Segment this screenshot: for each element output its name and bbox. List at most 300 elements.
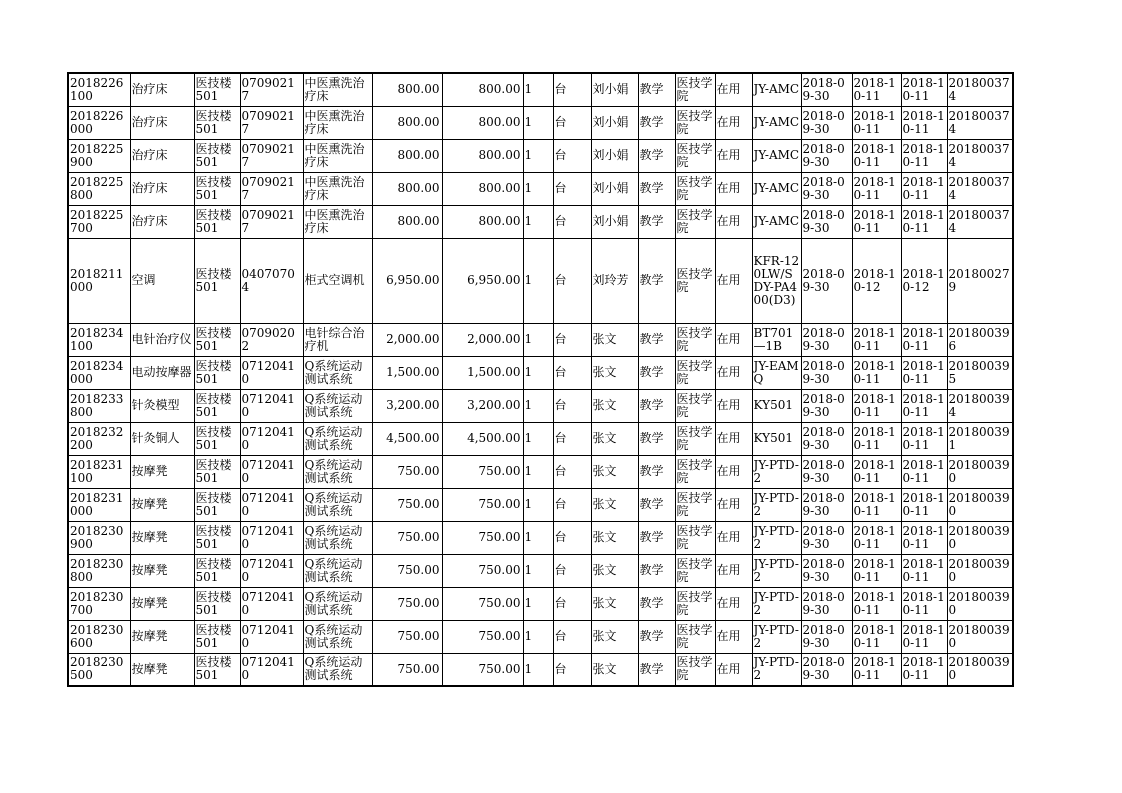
table-row: [68, 205, 1013, 238]
quantity-cell: 1: [523, 238, 553, 323]
status-cell: 在用: [715, 238, 752, 323]
purchase-date-cell: 2018-09-30: [801, 356, 852, 389]
model-cell: JY-AMC: [752, 205, 801, 238]
category-name-cell: Q系统运动测试系统: [303, 389, 372, 422]
table-row: [68, 653, 1013, 686]
location-cell: 医技楼501: [194, 587, 240, 620]
purchase-date-cell: 2018-09-30: [801, 455, 852, 488]
asset-name-cell: 按摩凳: [130, 653, 194, 686]
entry-date-cell: 2018-10-11: [852, 554, 901, 587]
purchase-date-cell: 2018-09-30: [801, 106, 852, 139]
quantity-cell: 1: [523, 205, 553, 238]
status-cell: 在用: [715, 106, 752, 139]
entry-date-cell: 2018-10-11: [852, 356, 901, 389]
department-cell: 医技学院: [675, 389, 715, 422]
document-number-cell: 201800279: [947, 238, 1013, 323]
unit-cell: 台: [553, 238, 591, 323]
model-cell: KY501: [752, 389, 801, 422]
usage-cell: 教学: [638, 205, 675, 238]
usage-cell: 教学: [638, 587, 675, 620]
asset-id-cell: 2018233800: [68, 389, 130, 422]
entry-date-cell: 2018-10-11: [852, 455, 901, 488]
table-row: [68, 620, 1013, 653]
location-cell: 医技楼501: [194, 488, 240, 521]
category-name-cell: 中医熏洗治疗床: [303, 172, 372, 205]
unit-cell: 台: [553, 356, 591, 389]
quantity-cell: 1: [523, 653, 553, 686]
model-cell: JY-PTD-2: [752, 455, 801, 488]
unit-price-cell: 4,500.00: [372, 422, 442, 455]
quantity-cell: 1: [523, 139, 553, 172]
custodian-cell: 刘玲芳: [591, 238, 638, 323]
status-cell: 在用: [715, 488, 752, 521]
document-number-cell: 201800396: [947, 323, 1013, 356]
total-price-cell: 2,000.00: [442, 323, 523, 356]
document-number-cell: 201800390: [947, 620, 1013, 653]
category-code-cell: 07120410: [240, 521, 303, 554]
record-date-cell: 2018-10-11: [901, 356, 947, 389]
purchase-date-cell: 2018-09-30: [801, 323, 852, 356]
department-cell: 医技学院: [675, 653, 715, 686]
category-name-cell: 中医熏洗治疗床: [303, 106, 372, 139]
unit-price-cell: 800.00: [372, 73, 442, 106]
quantity-cell: 1: [523, 106, 553, 139]
table-row: [68, 238, 1013, 323]
asset-name-cell: 按摩凳: [130, 587, 194, 620]
asset-name-cell: 针灸模型: [130, 389, 194, 422]
category-code-cell: 07120410: [240, 422, 303, 455]
usage-cell: 教学: [638, 73, 675, 106]
category-name-cell: Q系统运动测试系统: [303, 620, 372, 653]
location-cell: 医技楼501: [194, 172, 240, 205]
category-code-cell: 07120410: [240, 620, 303, 653]
location-cell: 医技楼501: [194, 521, 240, 554]
custodian-cell: 张文: [591, 620, 638, 653]
location-cell: 医技楼501: [194, 422, 240, 455]
category-name-cell: Q系统运动测试系统: [303, 488, 372, 521]
table-row: [68, 323, 1013, 356]
unit-cell: 台: [553, 455, 591, 488]
model-cell: JY-AMC: [752, 73, 801, 106]
total-price-cell: 750.00: [442, 653, 523, 686]
unit-cell: 台: [553, 521, 591, 554]
location-cell: 医技楼501: [194, 205, 240, 238]
document-number-cell: 201800374: [947, 172, 1013, 205]
table-row: [68, 554, 1013, 587]
model-cell: JY-EAMQ: [752, 356, 801, 389]
status-cell: 在用: [715, 73, 752, 106]
asset-name-cell: 电针治疗仪: [130, 323, 194, 356]
asset-id-cell: 2018225800: [68, 172, 130, 205]
record-date-cell: 2018-10-11: [901, 172, 947, 205]
entry-date-cell: 2018-10-11: [852, 389, 901, 422]
location-cell: 医技楼501: [194, 356, 240, 389]
asset-name-cell: 按摩凳: [130, 620, 194, 653]
asset-name-cell: 空调: [130, 238, 194, 323]
quantity-cell: 1: [523, 389, 553, 422]
usage-cell: 教学: [638, 139, 675, 172]
asset-id-cell: 2018230800: [68, 554, 130, 587]
purchase-date-cell: 2018-09-30: [801, 422, 852, 455]
unit-price-cell: 800.00: [372, 139, 442, 172]
category-name-cell: Q系统运动测试系统: [303, 653, 372, 686]
quantity-cell: 1: [523, 172, 553, 205]
document-number-cell: 201800390: [947, 554, 1013, 587]
document-number-cell: 201800394: [947, 389, 1013, 422]
department-cell: 医技学院: [675, 106, 715, 139]
usage-cell: 教学: [638, 356, 675, 389]
department-cell: 医技学院: [675, 356, 715, 389]
model-cell: KFR-120LW/SDY-PA400(D3): [752, 238, 801, 323]
asset-name-cell: 电动按摩器: [130, 356, 194, 389]
location-cell: 医技楼501: [194, 139, 240, 172]
department-cell: 医技学院: [675, 554, 715, 587]
record-date-cell: 2018-10-11: [901, 139, 947, 172]
status-cell: 在用: [715, 554, 752, 587]
purchase-date-cell: 2018-09-30: [801, 73, 852, 106]
unit-price-cell: 750.00: [372, 620, 442, 653]
usage-cell: 教学: [638, 554, 675, 587]
asset-name-cell: 按摩凳: [130, 455, 194, 488]
model-cell: JY-PTD-2: [752, 620, 801, 653]
total-price-cell: 800.00: [442, 205, 523, 238]
document-number-cell: 201800374: [947, 205, 1013, 238]
asset-id-cell: 2018226100: [68, 73, 130, 106]
category-code-cell: 07090217: [240, 172, 303, 205]
status-cell: 在用: [715, 455, 752, 488]
unit-cell: 台: [553, 620, 591, 653]
record-date-cell: 2018-10-11: [901, 106, 947, 139]
asset-id-cell: 2018230600: [68, 620, 130, 653]
total-price-cell: 750.00: [442, 521, 523, 554]
record-date-cell: 2018-10-11: [901, 554, 947, 587]
custodian-cell: 张文: [591, 356, 638, 389]
category-code-cell: 07120410: [240, 554, 303, 587]
table-row: [68, 172, 1013, 205]
entry-date-cell: 2018-10-11: [852, 205, 901, 238]
document-number-cell: 201800374: [947, 106, 1013, 139]
quantity-cell: 1: [523, 455, 553, 488]
entry-date-cell: 2018-10-11: [852, 587, 901, 620]
department-cell: 医技学院: [675, 587, 715, 620]
total-price-cell: 4,500.00: [442, 422, 523, 455]
quantity-cell: 1: [523, 554, 553, 587]
entry-date-cell: 2018-10-11: [852, 106, 901, 139]
table-row: [68, 139, 1013, 172]
status-cell: 在用: [715, 653, 752, 686]
department-cell: 医技学院: [675, 422, 715, 455]
usage-cell: 教学: [638, 488, 675, 521]
model-cell: JY-AMC: [752, 139, 801, 172]
department-cell: 医技学院: [675, 205, 715, 238]
location-cell: 医技楼501: [194, 323, 240, 356]
unit-price-cell: 1,500.00: [372, 356, 442, 389]
asset-id-cell: 2018230900: [68, 521, 130, 554]
category-code-cell: 07120410: [240, 653, 303, 686]
status-cell: 在用: [715, 422, 752, 455]
model-cell: JY-PTD-2: [752, 587, 801, 620]
custodian-cell: 张文: [591, 554, 638, 587]
category-name-cell: Q系统运动测试系统: [303, 554, 372, 587]
department-cell: 医技学院: [675, 139, 715, 172]
entry-date-cell: 2018-10-12: [852, 238, 901, 323]
unit-cell: 台: [553, 554, 591, 587]
record-date-cell: 2018-10-11: [901, 587, 947, 620]
asset-name-cell: 针灸铜人: [130, 422, 194, 455]
status-cell: 在用: [715, 620, 752, 653]
custodian-cell: 刘小娟: [591, 106, 638, 139]
model-cell: JY-AMC: [752, 106, 801, 139]
document-number-cell: 201800390: [947, 455, 1013, 488]
quantity-cell: 1: [523, 323, 553, 356]
usage-cell: 教学: [638, 653, 675, 686]
record-date-cell: 2018-10-11: [901, 488, 947, 521]
category-code-cell: 07120410: [240, 587, 303, 620]
unit-cell: 台: [553, 139, 591, 172]
total-price-cell: 800.00: [442, 139, 523, 172]
total-price-cell: 800.00: [442, 106, 523, 139]
asset-name-cell: 按摩凳: [130, 521, 194, 554]
unit-price-cell: 750.00: [372, 554, 442, 587]
unit-price-cell: 6,950.00: [372, 238, 442, 323]
total-price-cell: 1,500.00: [442, 356, 523, 389]
status-cell: 在用: [715, 323, 752, 356]
asset-id-cell: 2018231000: [68, 488, 130, 521]
custodian-cell: 张文: [591, 455, 638, 488]
asset-name-cell: 治疗床: [130, 172, 194, 205]
document-number-cell: 201800390: [947, 653, 1013, 686]
table-row: [68, 73, 1013, 106]
custodian-cell: 刘小娟: [591, 139, 638, 172]
unit-cell: 台: [553, 323, 591, 356]
purchase-date-cell: 2018-09-30: [801, 521, 852, 554]
usage-cell: 教学: [638, 389, 675, 422]
record-date-cell: 2018-10-11: [901, 323, 947, 356]
total-price-cell: 750.00: [442, 554, 523, 587]
category-code-cell: 07120410: [240, 356, 303, 389]
category-code-cell: 07090217: [240, 106, 303, 139]
unit-price-cell: 800.00: [372, 205, 442, 238]
asset-id-cell: 2018230700: [68, 587, 130, 620]
category-name-cell: 中医熏洗治疗床: [303, 139, 372, 172]
location-cell: 医技楼501: [194, 554, 240, 587]
category-name-cell: 电针综合治疗机: [303, 323, 372, 356]
purchase-date-cell: 2018-09-30: [801, 139, 852, 172]
purchase-date-cell: 2018-09-30: [801, 238, 852, 323]
quantity-cell: 1: [523, 422, 553, 455]
unit-price-cell: 750.00: [372, 488, 442, 521]
asset-name-cell: 按摩凳: [130, 554, 194, 587]
category-code-cell: 07120410: [240, 488, 303, 521]
location-cell: 医技楼501: [194, 620, 240, 653]
category-name-cell: Q系统运动测试系统: [303, 587, 372, 620]
purchase-date-cell: 2018-09-30: [801, 554, 852, 587]
table-row: [68, 488, 1013, 521]
entry-date-cell: 2018-10-11: [852, 521, 901, 554]
usage-cell: 教学: [638, 238, 675, 323]
total-price-cell: 800.00: [442, 172, 523, 205]
category-code-cell: 07120410: [240, 389, 303, 422]
asset-name-cell: 按摩凳: [130, 488, 194, 521]
record-date-cell: 2018-10-11: [901, 521, 947, 554]
category-name-cell: Q系统运动测试系统: [303, 455, 372, 488]
total-price-cell: 6,950.00: [442, 238, 523, 323]
unit-cell: 台: [553, 653, 591, 686]
entry-date-cell: 2018-10-11: [852, 620, 901, 653]
quantity-cell: 1: [523, 587, 553, 620]
category-code-cell: 07090217: [240, 139, 303, 172]
entry-date-cell: 2018-10-11: [852, 323, 901, 356]
document-number-cell: 201800391: [947, 422, 1013, 455]
unit-cell: 台: [553, 422, 591, 455]
record-date-cell: 2018-10-11: [901, 653, 947, 686]
location-cell: 医技楼501: [194, 238, 240, 323]
asset-id-cell: 2018234100: [68, 323, 130, 356]
usage-cell: 教学: [638, 422, 675, 455]
location-cell: 医技楼501: [194, 455, 240, 488]
total-price-cell: 3,200.00: [442, 389, 523, 422]
document-number-cell: 201800374: [947, 73, 1013, 106]
status-cell: 在用: [715, 356, 752, 389]
entry-date-cell: 2018-10-11: [852, 488, 901, 521]
usage-cell: 教学: [638, 620, 675, 653]
category-code-cell: 04070704: [240, 238, 303, 323]
category-code-cell: 07090217: [240, 73, 303, 106]
category-name-cell: 中医熏洗治疗床: [303, 73, 372, 106]
department-cell: 医技学院: [675, 455, 715, 488]
unit-price-cell: 750.00: [372, 455, 442, 488]
custodian-cell: 刘小娟: [591, 205, 638, 238]
custodian-cell: 张文: [591, 323, 638, 356]
entry-date-cell: 2018-10-11: [852, 139, 901, 172]
status-cell: 在用: [715, 521, 752, 554]
usage-cell: 教学: [638, 172, 675, 205]
table-row: [68, 356, 1013, 389]
unit-cell: 台: [553, 587, 591, 620]
custodian-cell: 张文: [591, 521, 638, 554]
asset-name-cell: 治疗床: [130, 73, 194, 106]
custodian-cell: 张文: [591, 422, 638, 455]
table-row: [68, 106, 1013, 139]
record-date-cell: 2018-10-11: [901, 422, 947, 455]
total-price-cell: 800.00: [442, 73, 523, 106]
asset-name-cell: 治疗床: [130, 205, 194, 238]
quantity-cell: 1: [523, 488, 553, 521]
custodian-cell: 刘小娟: [591, 73, 638, 106]
status-cell: 在用: [715, 139, 752, 172]
status-cell: 在用: [715, 389, 752, 422]
custodian-cell: 张文: [591, 389, 638, 422]
table-row: [68, 422, 1013, 455]
location-cell: 医技楼501: [194, 653, 240, 686]
unit-price-cell: 750.00: [372, 521, 442, 554]
table-row: [68, 587, 1013, 620]
custodian-cell: 张文: [591, 488, 638, 521]
location-cell: 医技楼501: [194, 106, 240, 139]
asset-id-cell: 2018225700: [68, 205, 130, 238]
asset-id-cell: 2018234000: [68, 356, 130, 389]
entry-date-cell: 2018-10-11: [852, 172, 901, 205]
category-name-cell: Q系统运动测试系统: [303, 521, 372, 554]
category-code-cell: 07120410: [240, 455, 303, 488]
asset-name-cell: 治疗床: [130, 139, 194, 172]
document-number-cell: 201800390: [947, 521, 1013, 554]
total-price-cell: 750.00: [442, 620, 523, 653]
record-date-cell: 2018-10-11: [901, 455, 947, 488]
asset-id-cell: 2018211000: [68, 238, 130, 323]
asset-table-body: [68, 73, 1013, 686]
document-number-cell: 201800390: [947, 488, 1013, 521]
record-date-cell: 2018-10-11: [901, 620, 947, 653]
unit-cell: 台: [553, 172, 591, 205]
record-date-cell: 2018-10-11: [901, 73, 947, 106]
category-name-cell: Q系统运动测试系统: [303, 422, 372, 455]
quantity-cell: 1: [523, 73, 553, 106]
usage-cell: 教学: [638, 521, 675, 554]
purchase-date-cell: 2018-09-30: [801, 488, 852, 521]
usage-cell: 教学: [638, 106, 675, 139]
asset-id-cell: 2018232200: [68, 422, 130, 455]
asset-id-cell: 2018225900: [68, 139, 130, 172]
purchase-date-cell: 2018-09-30: [801, 389, 852, 422]
status-cell: 在用: [715, 205, 752, 238]
asset-name-cell: 治疗床: [130, 106, 194, 139]
unit-price-cell: 750.00: [372, 587, 442, 620]
quantity-cell: 1: [523, 620, 553, 653]
total-price-cell: 750.00: [442, 455, 523, 488]
unit-cell: 台: [553, 73, 591, 106]
entry-date-cell: 2018-10-11: [852, 653, 901, 686]
document-number-cell: 201800374: [947, 139, 1013, 172]
usage-cell: 教学: [638, 455, 675, 488]
unit-price-cell: 2,000.00: [372, 323, 442, 356]
custodian-cell: 张文: [591, 587, 638, 620]
document-number-cell: 201800390: [947, 587, 1013, 620]
department-cell: 医技学院: [675, 172, 715, 205]
asset-id-cell: 2018226000: [68, 106, 130, 139]
purchase-date-cell: 2018-09-30: [801, 172, 852, 205]
custodian-cell: 张文: [591, 653, 638, 686]
department-cell: 医技学院: [675, 620, 715, 653]
category-name-cell: Q系统运动测试系统: [303, 356, 372, 389]
record-date-cell: 2018-10-11: [901, 389, 947, 422]
table-row: [68, 521, 1013, 554]
table-row: [68, 389, 1013, 422]
model-cell: JY-PTD-2: [752, 521, 801, 554]
asset-id-cell: 2018231100: [68, 455, 130, 488]
record-date-cell: 2018-10-11: [901, 205, 947, 238]
department-cell: 医技学院: [675, 238, 715, 323]
quantity-cell: 1: [523, 356, 553, 389]
entry-date-cell: 2018-10-11: [852, 73, 901, 106]
model-cell: KY501: [752, 422, 801, 455]
unit-price-cell: 750.00: [372, 653, 442, 686]
unit-cell: 台: [553, 389, 591, 422]
model-cell: JY-AMC: [752, 172, 801, 205]
status-cell: 在用: [715, 587, 752, 620]
model-cell: JY-PTD-2: [752, 653, 801, 686]
department-cell: 医技学院: [675, 488, 715, 521]
model-cell: JY-PTD-2: [752, 488, 801, 521]
purchase-date-cell: 2018-09-30: [801, 653, 852, 686]
status-cell: 在用: [715, 172, 752, 205]
unit-price-cell: 3,200.00: [372, 389, 442, 422]
model-cell: JY-PTD-2: [752, 554, 801, 587]
category-code-cell: 07090217: [240, 205, 303, 238]
record-date-cell: 2018-10-12: [901, 238, 947, 323]
department-cell: 医技学院: [675, 73, 715, 106]
category-name-cell: 柜式空调机: [303, 238, 372, 323]
